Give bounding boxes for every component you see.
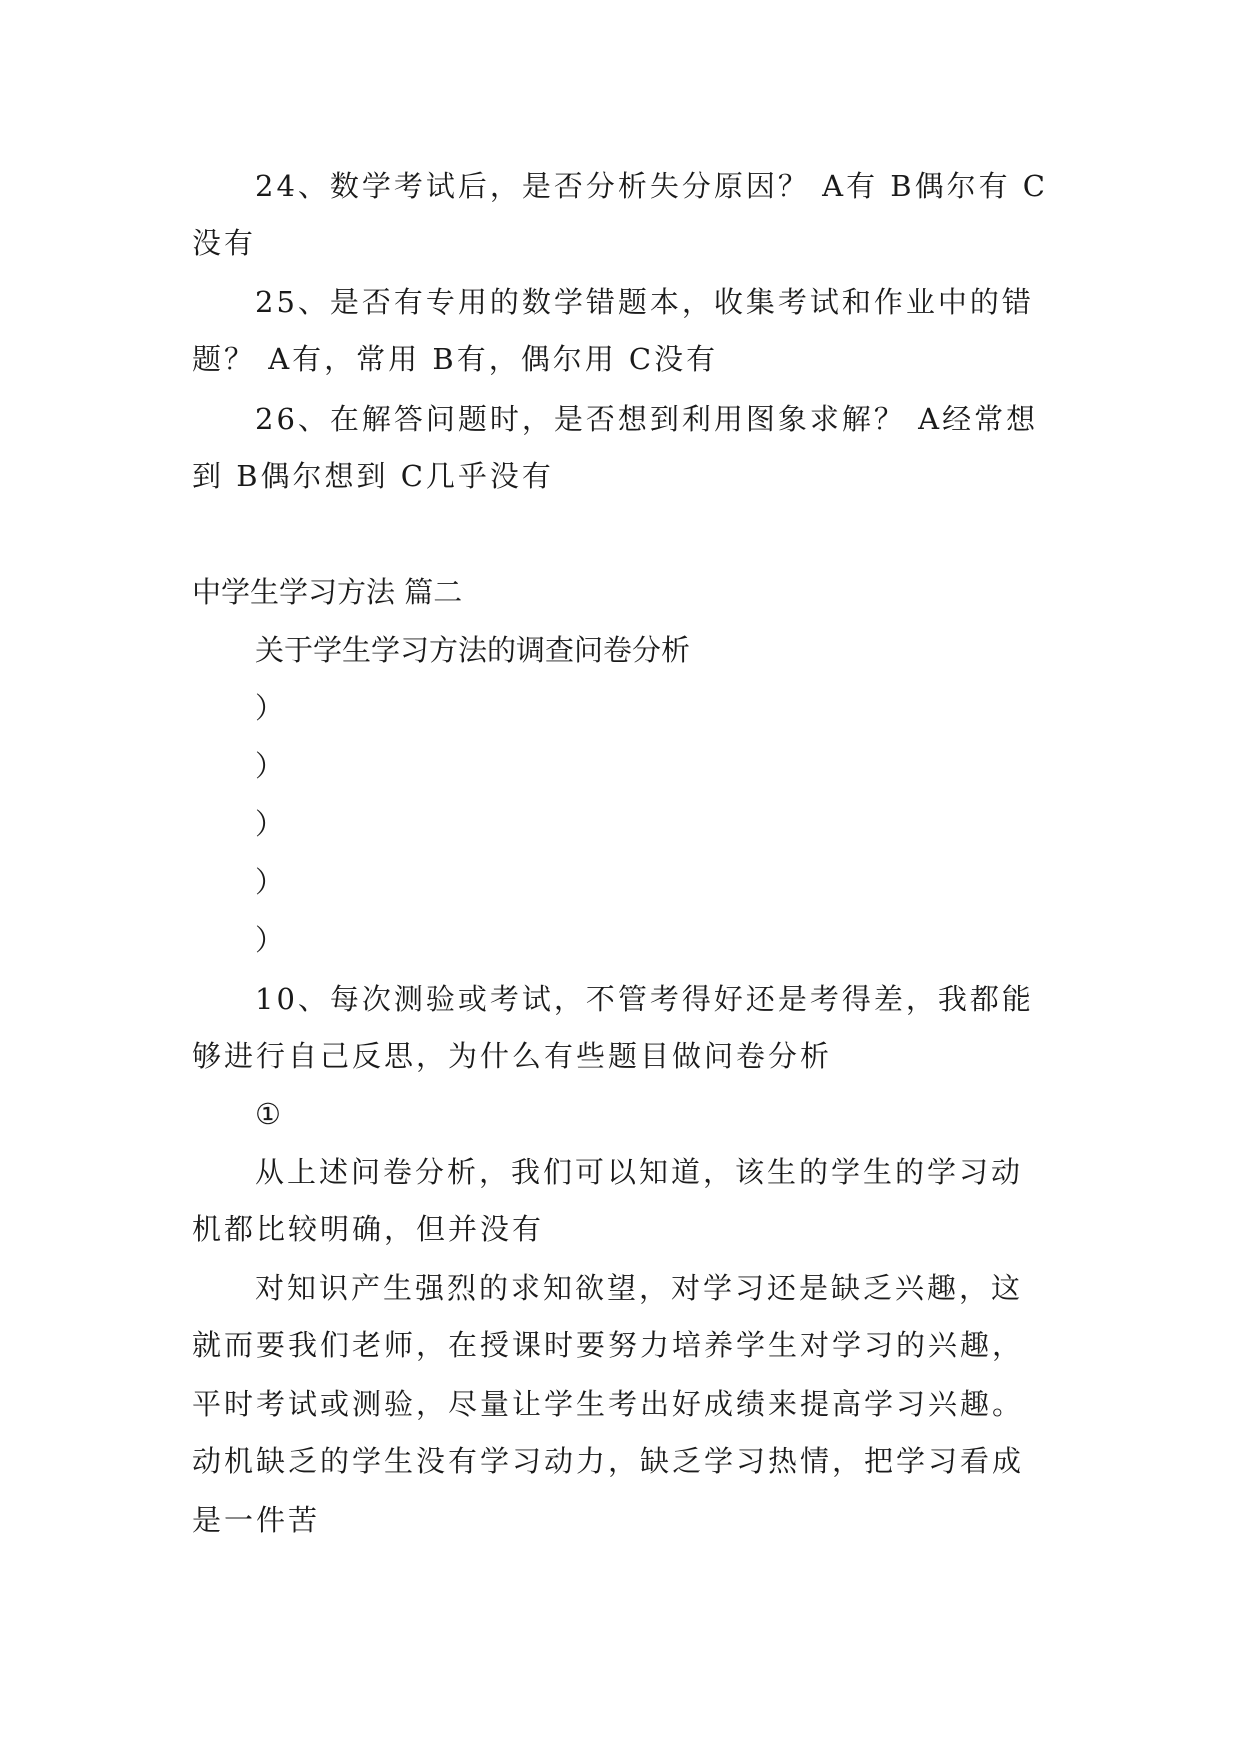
paren-line: ） [255,807,285,841]
section-title: 中学生学习方法 篇二 [192,575,463,609]
paragraph-2-line-3: 平时考试或测验，尽量让学生考出好成绩来提高学习兴趣。 [192,1387,1025,1421]
question-10-line-1: 10、每次测验或考试，不管考得好还是考得差，我都能 [255,982,1034,1016]
paragraph-2-line-5: 是一件苦 [192,1503,321,1537]
section-subtitle: 关于学生学习方法的调查问卷分析 [255,633,691,667]
paragraph-2-line-4: 动机缺乏的学生没有学习动力，缺乏学习热情，把学习看成 [192,1444,1025,1478]
paragraph-2-line-2: 就而要我们老师，在授课时要努力培养学生对学习的兴趣， [192,1328,1025,1362]
question-25-line-1: 25、是否有专用的数学错题本，收集考试和作业中的错 [255,285,1034,319]
question-10-line-2: 够进行自己反思，为什么有些题目做问卷分析 [192,1039,833,1073]
paren-line: ） [255,749,285,783]
paragraph-1-line-2: 机都比较明确，但并没有 [192,1212,545,1246]
question-24-line-1: 24、数学考试后，是否分析失分原因？ A有 B偶尔有 C [255,169,1048,203]
circled-number-marker: ① [255,1097,281,1131]
paren-line: ） [255,865,285,899]
question-25-line-2: 题？ A有，常用 B有，偶尔用 C没有 [192,342,719,376]
paragraph-1-line-1: 从上述问卷分析，我们可以知道，该生的学生的学习动 [255,1155,1024,1189]
paren-line: ） [255,923,285,957]
question-26-line-2: 到 B偶尔想到 C几乎没有 [192,459,554,493]
paragraph-2-line-1: 对知识产生强烈的求知欲望，对学习还是缺乏兴趣，这 [255,1271,1024,1305]
paren-line: ） [255,691,285,725]
question-26-line-1: 26、在解答问题时，是否想到利用图象求解？ A经常想 [255,402,1039,436]
question-24-line-2: 没有 [192,226,257,260]
